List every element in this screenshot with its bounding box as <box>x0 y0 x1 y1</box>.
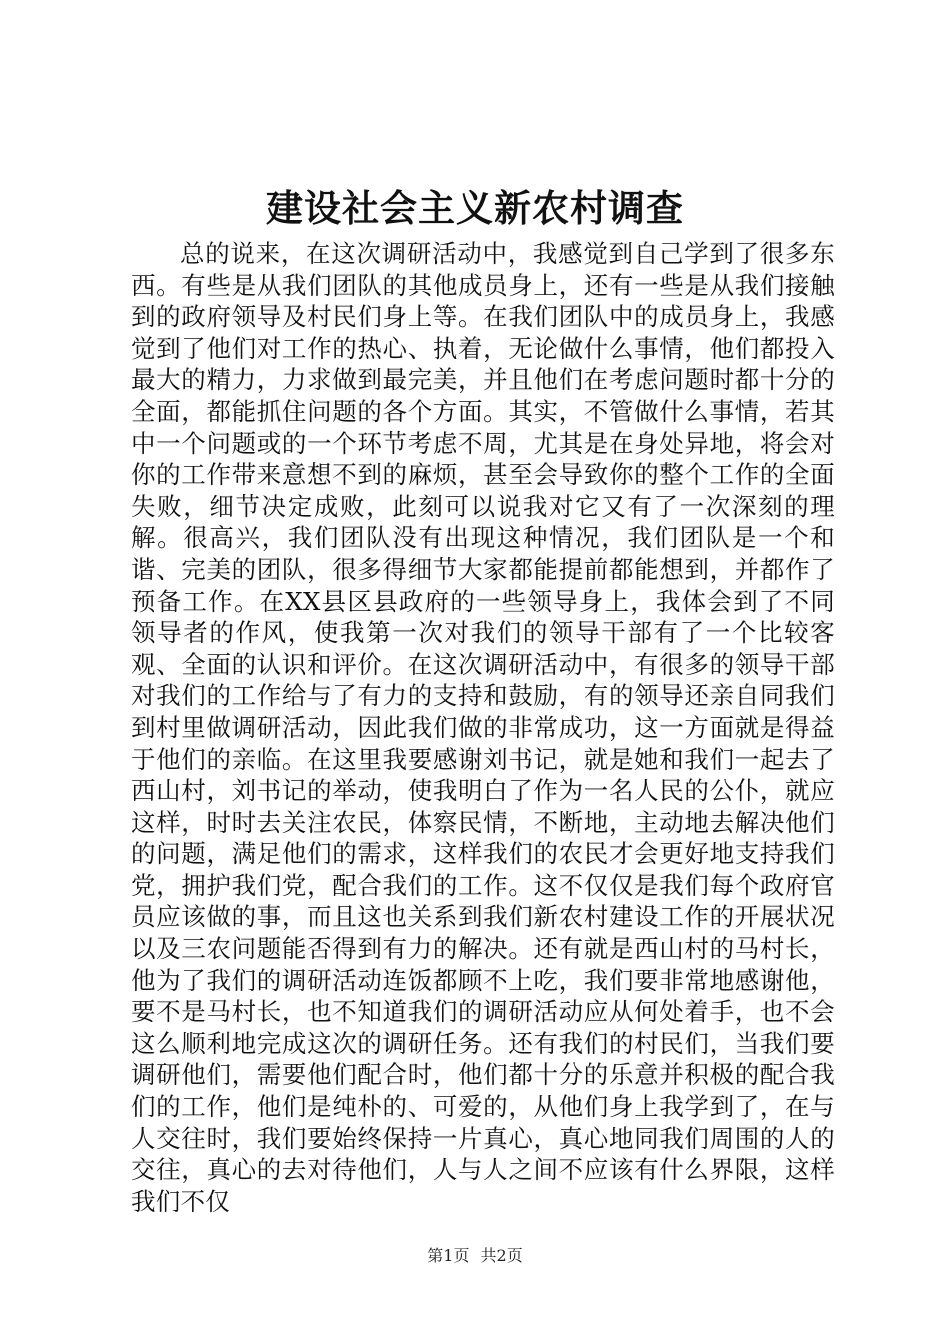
page-number-total: 共2页 <box>480 1246 523 1265</box>
page-footer <box>0 1244 950 1268</box>
document-title: 建设社会主义新农村调查 <box>266 186 684 230</box>
page-number-current: 第1页 <box>427 1246 470 1265</box>
body-paragraph: 总的说来，在这次调研活动中，我感觉到自己学到了很多东西。有些是从我们团队的其他成员身上，还有一些是从我们接触到的政府领导及村民们身上等。在我们团队中的成员身上，我感觉到了他们对工作的热心、执着，无论做什么事情，他们都投入最大的精力，力求做到最完美，并且他们在考虑问题时都十分的全面，都能抓住问题的各个方面。其实，不管做什么事情，若其中一个问题或的一个环节考虑不周，尤其是在身处异地，将会对你的工作带来意想不到的麻烦，甚至会导致你的整个工作的全面失败，细节决定成败，此刻可以说我对它又有了一次深刻的理解。很高兴，我们团队没有出现这种情况，我们团队是一个和谐、完美的团队，很多得细节大家都能提前都能想到，并都作了预备工作。在XX县区县政府的一些领导身上，我体会到了不同领导者的作风，使我第一次对我们的领导干部有了一个比较客观、全面的认识和评价。在这次调研活动中，有很多的领导干部对我们的工作给与了有力的支持和鼓励，有的领导还亲自同我们到村里做调研活动，因此我们做的非常成功，这一方面就是得益于他们的亲临。在这里我要感谢刘书记，就是她和我们一起去了西山村，刘书记的举动，使我明白了作为一名人民的公仆，就应这样，时时去关注农民，体察民情，不断地，主动地去解决他们的问题，满足他们的需求，这样我们的农民才会更好地支持我们党，拥护我们党，配合我们的工作。这不仅仅是我们每个政府官员应该做的事，而且这也关系到我们新农村建设工作的开展状况以及三农问题能否得到有力的解决。还有就是西山村的马村长，他为了我们的调研活动连饭都顾不上吃，我们要非常地感谢他，要不是马村长，也不知道我们的调研活动应从何处着手，也不会这么顺利地完成这次的调研任务。还有我们的村民们，当我们要调研他们，需要他们配合时，他们都十分的乐意并积极的配合我们的工作，他们是纯朴的、可爱的，从他们身上我学到了，在与人交往时，我们要始终保持一片真心，真心地同我们周围的人的交往，真心的去对待他们，人与人之间不应该有什么界限，这样我们不仅 <box>131 239 835 1216</box>
